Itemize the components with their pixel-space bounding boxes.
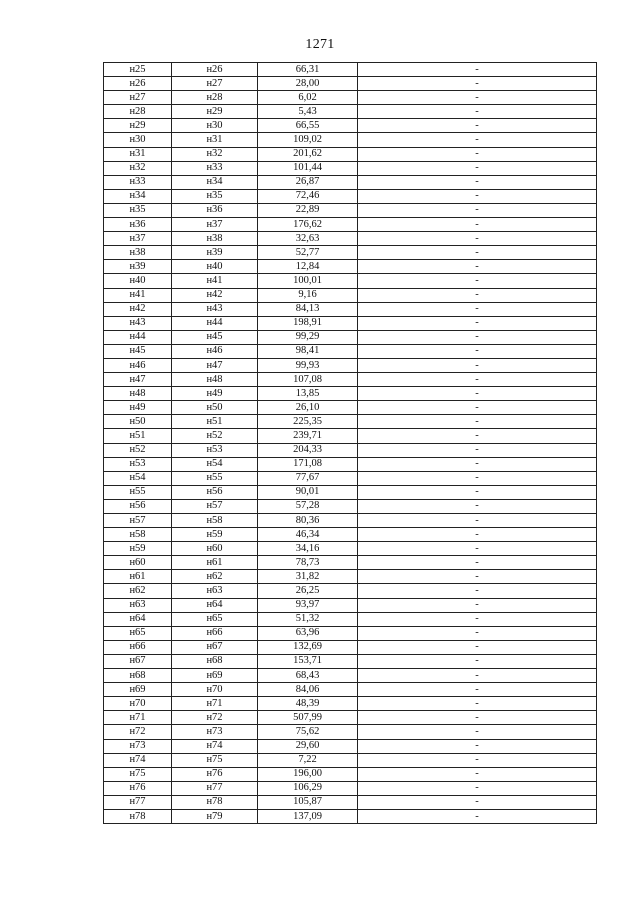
table-row (104, 147, 597, 161)
from-point-cell: н62 (104, 584, 172, 598)
length-cell: 5,43 (258, 105, 358, 119)
from-point-cell: н60 (104, 556, 172, 570)
note-cell: - (358, 119, 597, 133)
to-point-cell: н26 (172, 63, 258, 77)
length-cell: 90,01 (258, 485, 358, 499)
table-row (104, 302, 597, 316)
length-cell: 13,85 (258, 387, 358, 401)
table-row (104, 570, 597, 584)
length-cell: 32,63 (258, 232, 358, 246)
length-cell: 107,08 (258, 373, 358, 387)
to-point-cell: н67 (172, 640, 258, 654)
table-row (104, 105, 597, 119)
note-cell: - (358, 640, 597, 654)
table-row (104, 556, 597, 570)
length-cell: 137,09 (258, 809, 358, 823)
length-cell: 66,31 (258, 63, 358, 77)
from-point-cell: н29 (104, 119, 172, 133)
length-cell: 52,77 (258, 246, 358, 260)
note-cell: - (358, 795, 597, 809)
length-cell: 105,87 (258, 795, 358, 809)
from-point-cell: н65 (104, 626, 172, 640)
note-cell: - (358, 330, 597, 344)
length-cell: 100,01 (258, 274, 358, 288)
note-cell: - (358, 542, 597, 556)
to-point-cell: н64 (172, 598, 258, 612)
to-point-cell: н35 (172, 189, 258, 203)
to-point-cell: н46 (172, 344, 258, 358)
to-point-cell: н38 (172, 232, 258, 246)
note-cell: - (358, 147, 597, 161)
from-point-cell: н75 (104, 767, 172, 781)
from-point-cell: н48 (104, 387, 172, 401)
table-row (104, 528, 597, 542)
note-cell: - (358, 274, 597, 288)
from-point-cell: н57 (104, 514, 172, 528)
note-cell: - (358, 753, 597, 767)
length-cell: 6,02 (258, 91, 358, 105)
from-point-cell: н26 (104, 77, 172, 91)
note-cell: - (358, 218, 597, 232)
note-cell: - (358, 528, 597, 542)
to-point-cell: н34 (172, 175, 258, 189)
note-cell: - (358, 556, 597, 570)
length-cell: 201,62 (258, 147, 358, 161)
to-point-cell: н61 (172, 556, 258, 570)
length-cell: 78,73 (258, 556, 358, 570)
note-cell: - (358, 471, 597, 485)
from-point-cell: н76 (104, 781, 172, 795)
length-cell: 99,93 (258, 358, 358, 372)
note-cell: - (358, 232, 597, 246)
to-point-cell: н50 (172, 401, 258, 415)
table-row (104, 330, 597, 344)
from-point-cell: н59 (104, 542, 172, 556)
length-cell: 26,25 (258, 584, 358, 598)
note-cell: - (358, 584, 597, 598)
note-cell: - (358, 260, 597, 274)
table-row (104, 781, 597, 795)
length-cell: 225,35 (258, 415, 358, 429)
to-point-cell: н31 (172, 133, 258, 147)
from-point-cell: н50 (104, 415, 172, 429)
length-cell: 98,41 (258, 344, 358, 358)
length-cell: 29,60 (258, 739, 358, 753)
note-cell: - (358, 697, 597, 711)
table-row (104, 739, 597, 753)
length-cell: 28,00 (258, 77, 358, 91)
from-point-cell: н52 (104, 443, 172, 457)
note-cell: - (358, 133, 597, 147)
table-row (104, 344, 597, 358)
note-cell: - (358, 387, 597, 401)
to-point-cell: н47 (172, 358, 258, 372)
table-row (104, 189, 597, 203)
note-cell: - (358, 415, 597, 429)
to-point-cell: н36 (172, 203, 258, 217)
length-cell: 75,62 (258, 725, 358, 739)
note-cell: - (358, 570, 597, 584)
from-point-cell: н66 (104, 640, 172, 654)
table-row (104, 626, 597, 640)
note-cell: - (358, 77, 597, 91)
table-row (104, 612, 597, 626)
to-point-cell: н54 (172, 457, 258, 471)
to-point-cell: н44 (172, 316, 258, 330)
from-point-cell: н58 (104, 528, 172, 542)
from-point-cell: н43 (104, 316, 172, 330)
from-point-cell: н73 (104, 739, 172, 753)
note-cell: - (358, 485, 597, 499)
to-point-cell: н76 (172, 767, 258, 781)
note-cell: - (358, 91, 597, 105)
length-cell: 239,71 (258, 429, 358, 443)
to-point-cell: н55 (172, 471, 258, 485)
from-point-cell: н25 (104, 63, 172, 77)
from-point-cell: н53 (104, 457, 172, 471)
to-point-cell: н45 (172, 330, 258, 344)
from-point-cell: н30 (104, 133, 172, 147)
from-point-cell: н70 (104, 697, 172, 711)
to-point-cell: н71 (172, 697, 258, 711)
to-point-cell: н30 (172, 119, 258, 133)
from-point-cell: н74 (104, 753, 172, 767)
to-point-cell: н32 (172, 147, 258, 161)
from-point-cell: н51 (104, 429, 172, 443)
table-row (104, 274, 597, 288)
length-cell: 153,71 (258, 654, 358, 668)
from-point-cell: н77 (104, 795, 172, 809)
to-point-cell: н70 (172, 683, 258, 697)
to-point-cell: н51 (172, 415, 258, 429)
length-cell: 12,84 (258, 260, 358, 274)
from-point-cell: н27 (104, 91, 172, 105)
length-cell: 34,16 (258, 542, 358, 556)
length-cell: 93,97 (258, 598, 358, 612)
table-row (104, 387, 597, 401)
note-cell: - (358, 429, 597, 443)
to-point-cell: н69 (172, 669, 258, 683)
table-row (104, 63, 597, 77)
note-cell: - (358, 203, 597, 217)
note-cell: - (358, 612, 597, 626)
length-cell: 204,33 (258, 443, 358, 457)
to-point-cell: н60 (172, 542, 258, 556)
table-row (104, 91, 597, 105)
to-point-cell: н59 (172, 528, 258, 542)
table-row (104, 246, 597, 260)
table-row (104, 669, 597, 683)
from-point-cell: н34 (104, 189, 172, 203)
length-cell: 171,08 (258, 457, 358, 471)
length-cell: 57,28 (258, 499, 358, 513)
note-cell: - (358, 189, 597, 203)
from-point-cell: н68 (104, 669, 172, 683)
from-point-cell: н61 (104, 570, 172, 584)
from-point-cell: н42 (104, 302, 172, 316)
to-point-cell: н74 (172, 739, 258, 753)
note-cell: - (358, 499, 597, 513)
table-row (104, 753, 597, 767)
to-point-cell: н52 (172, 429, 258, 443)
table-row (104, 584, 597, 598)
table-row (104, 485, 597, 499)
table-body (104, 63, 597, 824)
length-cell: 99,29 (258, 330, 358, 344)
note-cell: - (358, 443, 597, 457)
note-cell: - (358, 809, 597, 823)
to-point-cell: н58 (172, 514, 258, 528)
note-cell: - (358, 654, 597, 668)
from-point-cell: н38 (104, 246, 172, 260)
from-point-cell: н54 (104, 471, 172, 485)
length-cell: 26,87 (258, 175, 358, 189)
table-row (104, 725, 597, 739)
length-cell: 77,67 (258, 471, 358, 485)
to-point-cell: н62 (172, 570, 258, 584)
from-point-cell: н37 (104, 232, 172, 246)
to-point-cell: н78 (172, 795, 258, 809)
table-row (104, 499, 597, 513)
length-cell: 63,96 (258, 626, 358, 640)
table-row (104, 683, 597, 697)
from-point-cell: н72 (104, 725, 172, 739)
note-cell: - (358, 739, 597, 753)
table-row (104, 316, 597, 330)
to-point-cell: н29 (172, 105, 258, 119)
from-point-cell: н41 (104, 288, 172, 302)
note-cell: - (358, 669, 597, 683)
to-point-cell: н63 (172, 584, 258, 598)
table-row (104, 471, 597, 485)
note-cell: - (358, 105, 597, 119)
to-point-cell: н57 (172, 499, 258, 513)
from-point-cell: н33 (104, 175, 172, 189)
note-cell: - (358, 683, 597, 697)
to-point-cell: н27 (172, 77, 258, 91)
table-row (104, 429, 597, 443)
note-cell: - (358, 302, 597, 316)
note-cell: - (358, 514, 597, 528)
length-cell: 106,29 (258, 781, 358, 795)
to-point-cell: н39 (172, 246, 258, 260)
to-point-cell: н75 (172, 753, 258, 767)
table-row (104, 119, 597, 133)
to-point-cell: н40 (172, 260, 258, 274)
table-row (104, 77, 597, 91)
table-row (104, 542, 597, 556)
table-row (104, 401, 597, 415)
note-cell: - (358, 288, 597, 302)
table-row (104, 288, 597, 302)
to-point-cell: н56 (172, 485, 258, 499)
note-cell: - (358, 358, 597, 372)
note-cell: - (358, 401, 597, 415)
note-cell: - (358, 344, 597, 358)
length-cell: 22,89 (258, 203, 358, 217)
note-cell: - (358, 781, 597, 795)
table-row (104, 654, 597, 668)
note-cell: - (358, 725, 597, 739)
table-row (104, 795, 597, 809)
length-cell: 72,46 (258, 189, 358, 203)
length-cell: 66,55 (258, 119, 358, 133)
from-point-cell: н44 (104, 330, 172, 344)
to-point-cell: н28 (172, 91, 258, 105)
from-point-cell: н49 (104, 401, 172, 415)
from-point-cell: н69 (104, 683, 172, 697)
to-point-cell: н48 (172, 373, 258, 387)
note-cell: - (358, 373, 597, 387)
note-cell: - (358, 246, 597, 260)
table-row (104, 598, 597, 612)
page-number: 1271 (305, 37, 335, 52)
from-point-cell: н78 (104, 809, 172, 823)
length-cell: 48,39 (258, 697, 358, 711)
from-point-cell: н45 (104, 344, 172, 358)
from-point-cell: н40 (104, 274, 172, 288)
from-point-cell: н39 (104, 260, 172, 274)
length-cell: 80,36 (258, 514, 358, 528)
to-point-cell: н49 (172, 387, 258, 401)
to-point-cell: н79 (172, 809, 258, 823)
note-cell: - (358, 457, 597, 471)
from-point-cell: н67 (104, 654, 172, 668)
from-point-cell: н36 (104, 218, 172, 232)
table-row (104, 203, 597, 217)
length-cell: 196,00 (258, 767, 358, 781)
table-row (104, 133, 597, 147)
to-point-cell: н42 (172, 288, 258, 302)
to-point-cell: н68 (172, 654, 258, 668)
length-cell: 68,43 (258, 669, 358, 683)
from-point-cell: н71 (104, 711, 172, 725)
table-row (104, 260, 597, 274)
length-cell: 51,32 (258, 612, 358, 626)
length-cell: 31,82 (258, 570, 358, 584)
table-row (104, 218, 597, 232)
from-point-cell: н35 (104, 203, 172, 217)
to-point-cell: н72 (172, 711, 258, 725)
note-cell: - (358, 767, 597, 781)
coordinates-table (103, 62, 597, 824)
table-row (104, 232, 597, 246)
length-cell: 176,62 (258, 218, 358, 232)
table-row (104, 161, 597, 175)
to-point-cell: н33 (172, 161, 258, 175)
length-cell: 132,69 (258, 640, 358, 654)
table-row (104, 697, 597, 711)
to-point-cell: н37 (172, 218, 258, 232)
length-cell: 109,02 (258, 133, 358, 147)
note-cell: - (358, 626, 597, 640)
length-cell: 507,99 (258, 711, 358, 725)
table-row (104, 640, 597, 654)
table-row (104, 175, 597, 189)
note-cell: - (358, 316, 597, 330)
note-cell: - (358, 161, 597, 175)
from-point-cell: н47 (104, 373, 172, 387)
to-point-cell: н73 (172, 725, 258, 739)
from-point-cell: н63 (104, 598, 172, 612)
from-point-cell: н32 (104, 161, 172, 175)
from-point-cell: н31 (104, 147, 172, 161)
length-cell: 198,91 (258, 316, 358, 330)
table-row (104, 514, 597, 528)
table-row (104, 415, 597, 429)
from-point-cell: н46 (104, 358, 172, 372)
table-row (104, 373, 597, 387)
length-cell: 84,13 (258, 302, 358, 316)
length-cell: 101,44 (258, 161, 358, 175)
table-row (104, 358, 597, 372)
length-cell: 46,34 (258, 528, 358, 542)
to-point-cell: н41 (172, 274, 258, 288)
from-point-cell: н56 (104, 499, 172, 513)
to-point-cell: н53 (172, 443, 258, 457)
note-cell: - (358, 175, 597, 189)
table-row (104, 711, 597, 725)
to-point-cell: н66 (172, 626, 258, 640)
to-point-cell: н65 (172, 612, 258, 626)
length-cell: 7,22 (258, 753, 358, 767)
from-point-cell: н64 (104, 612, 172, 626)
table-row (104, 809, 597, 823)
length-cell: 84,06 (258, 683, 358, 697)
to-point-cell: н43 (172, 302, 258, 316)
from-point-cell: н55 (104, 485, 172, 499)
table-row (104, 443, 597, 457)
length-cell: 26,10 (258, 401, 358, 415)
note-cell: - (358, 63, 597, 77)
table-row (104, 457, 597, 471)
table-row (104, 767, 597, 781)
note-cell: - (358, 711, 597, 725)
note-cell: - (358, 598, 597, 612)
length-cell: 9,16 (258, 288, 358, 302)
to-point-cell: н77 (172, 781, 258, 795)
from-point-cell: н28 (104, 105, 172, 119)
